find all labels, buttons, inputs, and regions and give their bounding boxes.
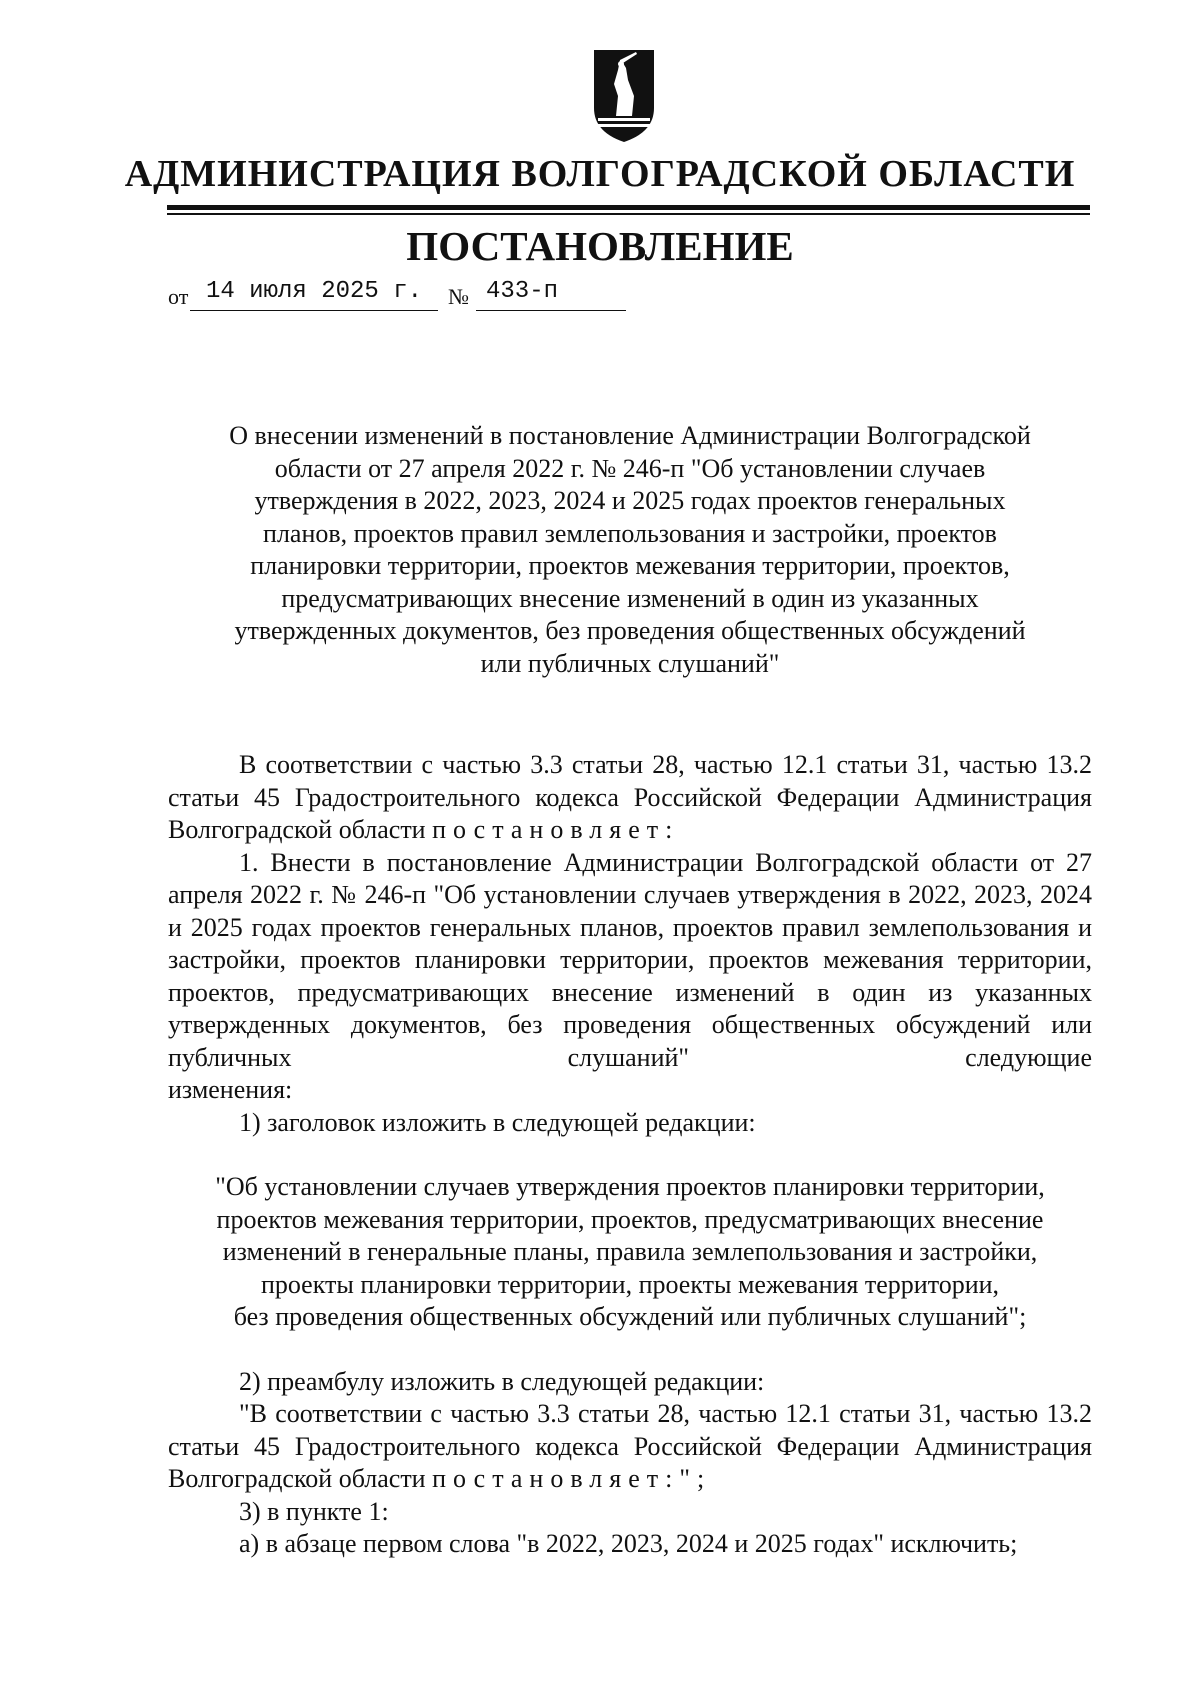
subject-line: планировки территории, проектов межевания территории, проектов, bbox=[250, 551, 1010, 580]
date-prefix: от bbox=[168, 284, 189, 309]
document-type-title: ПОСТАНОВЛЕНИЕ bbox=[406, 223, 794, 269]
new-title-line: "Об установлении случаев утверждения проектов планировки территории, bbox=[215, 1172, 1045, 1201]
number-prefix: № bbox=[448, 284, 469, 309]
subitem-2: 2) преамбулу изложить в следующей редакции: bbox=[239, 1366, 765, 1396]
new-title-line: без проведения общественных обсуждений или публичных слушаний"; bbox=[233, 1302, 1027, 1331]
preamble-text: В соответствии с частью 3.3 статьи 28, частью 12.1 статьи 31, частью 13.2 статьи 45 Градостроительного кодекса Российской Федерации Администрация Волгоградской области bbox=[168, 750, 1092, 844]
new-title-line: проекты планировки территории, проекты межевания территории, bbox=[260, 1269, 1000, 1299]
number-value: 433-п bbox=[476, 278, 626, 311]
subject-line: утвержденных документов, без проведения общественных обсуждений bbox=[234, 616, 1026, 645]
preamble-paragraph bbox=[168, 749, 1092, 847]
preamble-resolves: постановляет: bbox=[432, 815, 680, 844]
new-title-block bbox=[168, 1171, 1092, 1334]
subject-line: предусматривающих внесение изменений в один из указанных bbox=[281, 583, 979, 613]
subject-line: области от 27 апреля 2022 г. № 246-п "Об установлении случаев bbox=[274, 453, 986, 483]
item-1-end: изменения: bbox=[168, 1075, 293, 1104]
document-body bbox=[168, 749, 1092, 1561]
new-title-line: проектов межевания территории, проектов, предусматривающих внесение bbox=[216, 1204, 1044, 1234]
new-title-line: изменений в генеральные планы, правила землепользования и застройки, bbox=[222, 1237, 1038, 1266]
subitem-1: 1) заголовок изложить в следующей редакции: bbox=[239, 1107, 756, 1137]
subject-line: или публичных слушаний" bbox=[480, 648, 780, 678]
document-subject bbox=[170, 420, 1090, 680]
subject-line: утверждения в 2022, 2023, 2024 и 2025 годах проектов генеральных bbox=[254, 486, 1006, 515]
subject-line: О внесении изменений в постановление Администрации Волгоградской bbox=[229, 421, 1031, 450]
date-number-line bbox=[168, 278, 628, 318]
subitem-3: 3) в пункте 1: bbox=[239, 1496, 389, 1526]
subitem-3a: а) в абзаце первом слова "в 2022, 2023, 2024 и 2025 годах" исключить; bbox=[239, 1529, 1018, 1558]
item-1-paragraph: 1. Внести в постановление Администрации Волгоградской области от 27 апреля 2022 г. № 246-п "Об установлении случаев утверждения в 2022, 2023, 2024 и 2025 годах проектов генеральных планов, проектов правил землепользования и застройки, проектов планировки территории, проектов межевания территории, проектов, предусматривающих внесение изменений в один из указанных утвержденных документов, без проведения общественных обсуждений или публичных слушаний" следующие bbox=[168, 847, 1092, 1072]
coat-of-arms-emblem bbox=[590, 46, 658, 144]
subject-line: планов, проектов правил землепользования и застройки, проектов bbox=[263, 518, 997, 548]
header-rule-thin bbox=[167, 213, 1090, 215]
organization-name: АДМИНИСТРАЦИЯ ВОЛГОГРАДСКОЙ ОБЛАСТИ bbox=[124, 153, 1076, 195]
quoted-preamble-text: "В соответствии с частью 3.3 статьи 28, частью 12.1 статьи 31, частью 13.2 статьи 45 Градостроительного кодекса Российской Федерации Администрация Волгоградской области bbox=[168, 1399, 1092, 1493]
quoted-preamble-resolves: постановляет:"; bbox=[432, 1464, 712, 1493]
quoted-preamble bbox=[168, 1398, 1092, 1496]
header-rule-thick bbox=[167, 205, 1090, 210]
date-value: 14 июля 2025 г. bbox=[190, 278, 438, 311]
